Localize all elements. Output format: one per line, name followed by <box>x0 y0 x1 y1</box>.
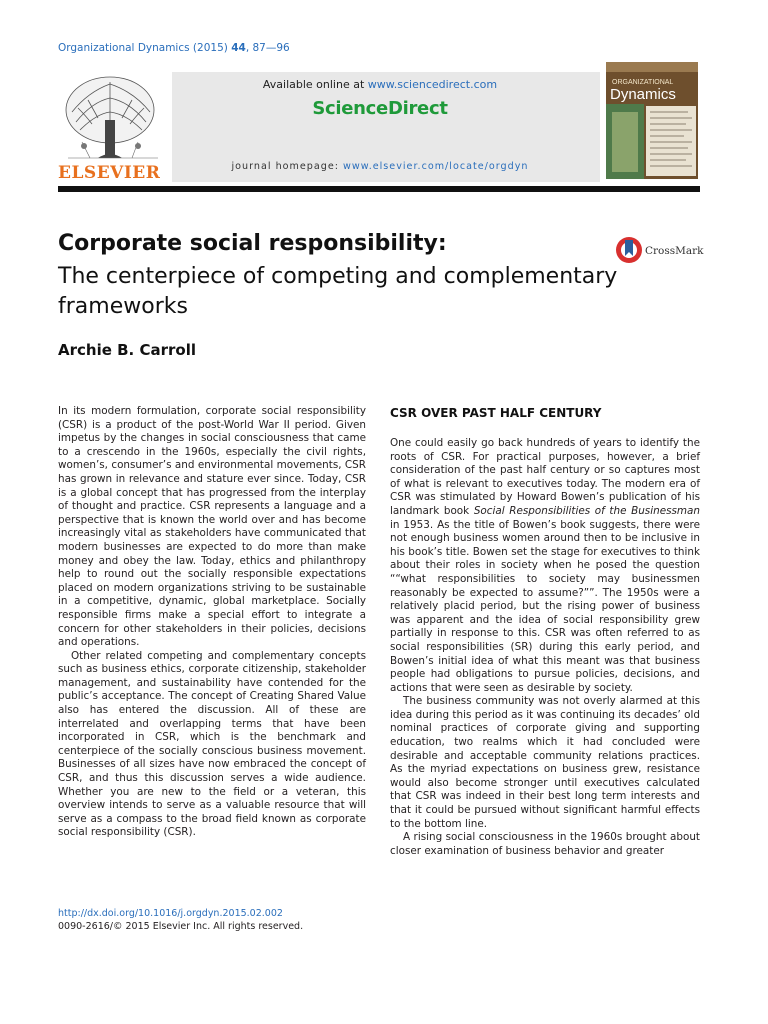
book-title: Social Responsibilities of the Businessman <box>473 504 700 517</box>
available-prefix: Available online at <box>262 78 368 91</box>
right-paragraph-1-part-a: One could easily go back hundreds of years to identify the roots of CSR. For practical purposes, however, a brief consideration of the past half century or so captures most of what is relevant to executives today. The modern era of CSR was stimulated by Howard Bowen’s publication of his landmark book <box>390 437 700 517</box>
citation-pages: , 87—96 <box>245 42 290 54</box>
copyright-notice: 0090-2616/© 2015 Elsevier Inc. All rights reserved. <box>58 921 304 932</box>
right-paragraph-3: A rising social consciousness in the 1960s brought about closer examination of business behavior and greater <box>390 831 700 857</box>
crossmark-badge[interactable] <box>615 236 705 266</box>
journal-homepage <box>172 161 588 172</box>
right-paragraph-2: The business community was not overly alarmed at this idea during this period as it was continuing its decades’ old nominal practices of corporate giving and supporting education, two realms which it had concluded were desirable and acceptable community relations practices. As the myriad expectations on business grew, resistance would also become stronger until executives calculated that CSR was indeed in their best long term interests and that it could be pursued without significant harmful effects to the bottom line. <box>390 695 700 830</box>
homepage-prefix: journal homepage: <box>231 161 344 172</box>
header-rule <box>58 186 700 192</box>
citation-volume: 44 <box>231 42 246 54</box>
journal-citation[interactable] <box>58 42 290 54</box>
left-column <box>58 405 366 840</box>
elsevier-logo[interactable] <box>58 72 170 182</box>
doi-link[interactable]: http://dx.doi.org/10.1016/j.orgdyn.2015.02.002 <box>58 908 283 919</box>
cover-title-line1: ORGANIZATIONAL <box>612 79 674 86</box>
journal-cover[interactable] <box>606 62 698 179</box>
available-online <box>172 78 588 91</box>
right-paragraph-1 <box>390 437 700 695</box>
left-paragraph-1: In its modern formulation, corporate social responsibility (CSR) is a product of the post-World War II period. Given impetus by the changes in social consciousness that came to a crescendo in the 1960s, especially the civil rights, women’s, consumer’s and environmental movements, CSR has grown in relevance and stature ever since. Today, CSR is a global concept that has progressed from the interplay of thought and practice. CSR represents a language and a perspective that is known the world over and has become increasingly vital as stakeholders have communicated that modern businesses are expected to do more than make money and obey the law. Today, ethics and philanthropy help to round out the socially responsible expectations placed on modern organizations striving to be sustainable in a competitive, dynamic, global marketplace. Socially responsible firms make a special effort to integrate a concern for other stakeholders in their policies, decisions and operations. <box>58 405 366 649</box>
sciencedirect-logo[interactable]: ScienceDirect <box>312 98 448 119</box>
sciencedirect-link[interactable]: www.sciencedirect.com <box>367 78 498 91</box>
elsevier-tree-icon <box>58 72 170 182</box>
right-paragraph-1-part-b: in 1953. As the title of Bowen’s book suggests, there were not enough business women around then to be inclusive in his book’s title. Bowen set the stage for executives to think about their roles in society when he posed the question ““what responsibilities to society may businessmen reasonably be expected to assume?””. The 1950s were a relatively placid period, but the rising power of business was apparent and the idea of social responsibility grew partially in response to this. CSR was often referred to as social responsibilities (SR) during this early period, and Bowen’s initial idea of what this meant was that business people had obligations to pursue policies, decisions, and actions that were seen as desirable by society. <box>390 518 700 694</box>
citation-journal: Organizational Dynamics (2015) <box>58 42 232 54</box>
journal-cover-image <box>606 62 698 179</box>
author-name[interactable]: Archie B. Carroll <box>58 341 196 359</box>
right-column <box>390 437 700 858</box>
cover-title-line2: Dynamics <box>610 86 676 103</box>
left-paragraph-2: Other related competing and complementary concepts such as business ethics, corporate citizenship, stakeholder management, and sustainability have contended for the public’s acceptance. The concept of Creating Shared Value also has entered the discussion. All of these are interrelated and overlapping terms that have been incorporated in CSR, which is the benchmark and centerpiece of the socially conscious business movement. Businesses of all sizes have now embraced the concept of CSR, and thus this discussion serves a wide audience. Whether you are new to the field or a veteran, this overview intends to serve as a valuable resource that will serve as a compass to the broad field known as corporate social responsibility (CSR). <box>58 649 366 839</box>
crossmark-label: CrossMark <box>645 245 704 257</box>
crossmark-icon <box>615 236 705 266</box>
article-title-subtitle: The centerpiece of competing and complementary frameworks <box>58 264 618 319</box>
article-title-main: Corporate social responsibility: <box>58 231 447 256</box>
section-heading: CSR OVER PAST HALF CENTURY <box>390 406 602 420</box>
elsevier-wordmark: ELSEVIER <box>58 163 161 182</box>
homepage-link[interactable]: www.elsevier.com/locate/orgdyn <box>343 161 529 172</box>
